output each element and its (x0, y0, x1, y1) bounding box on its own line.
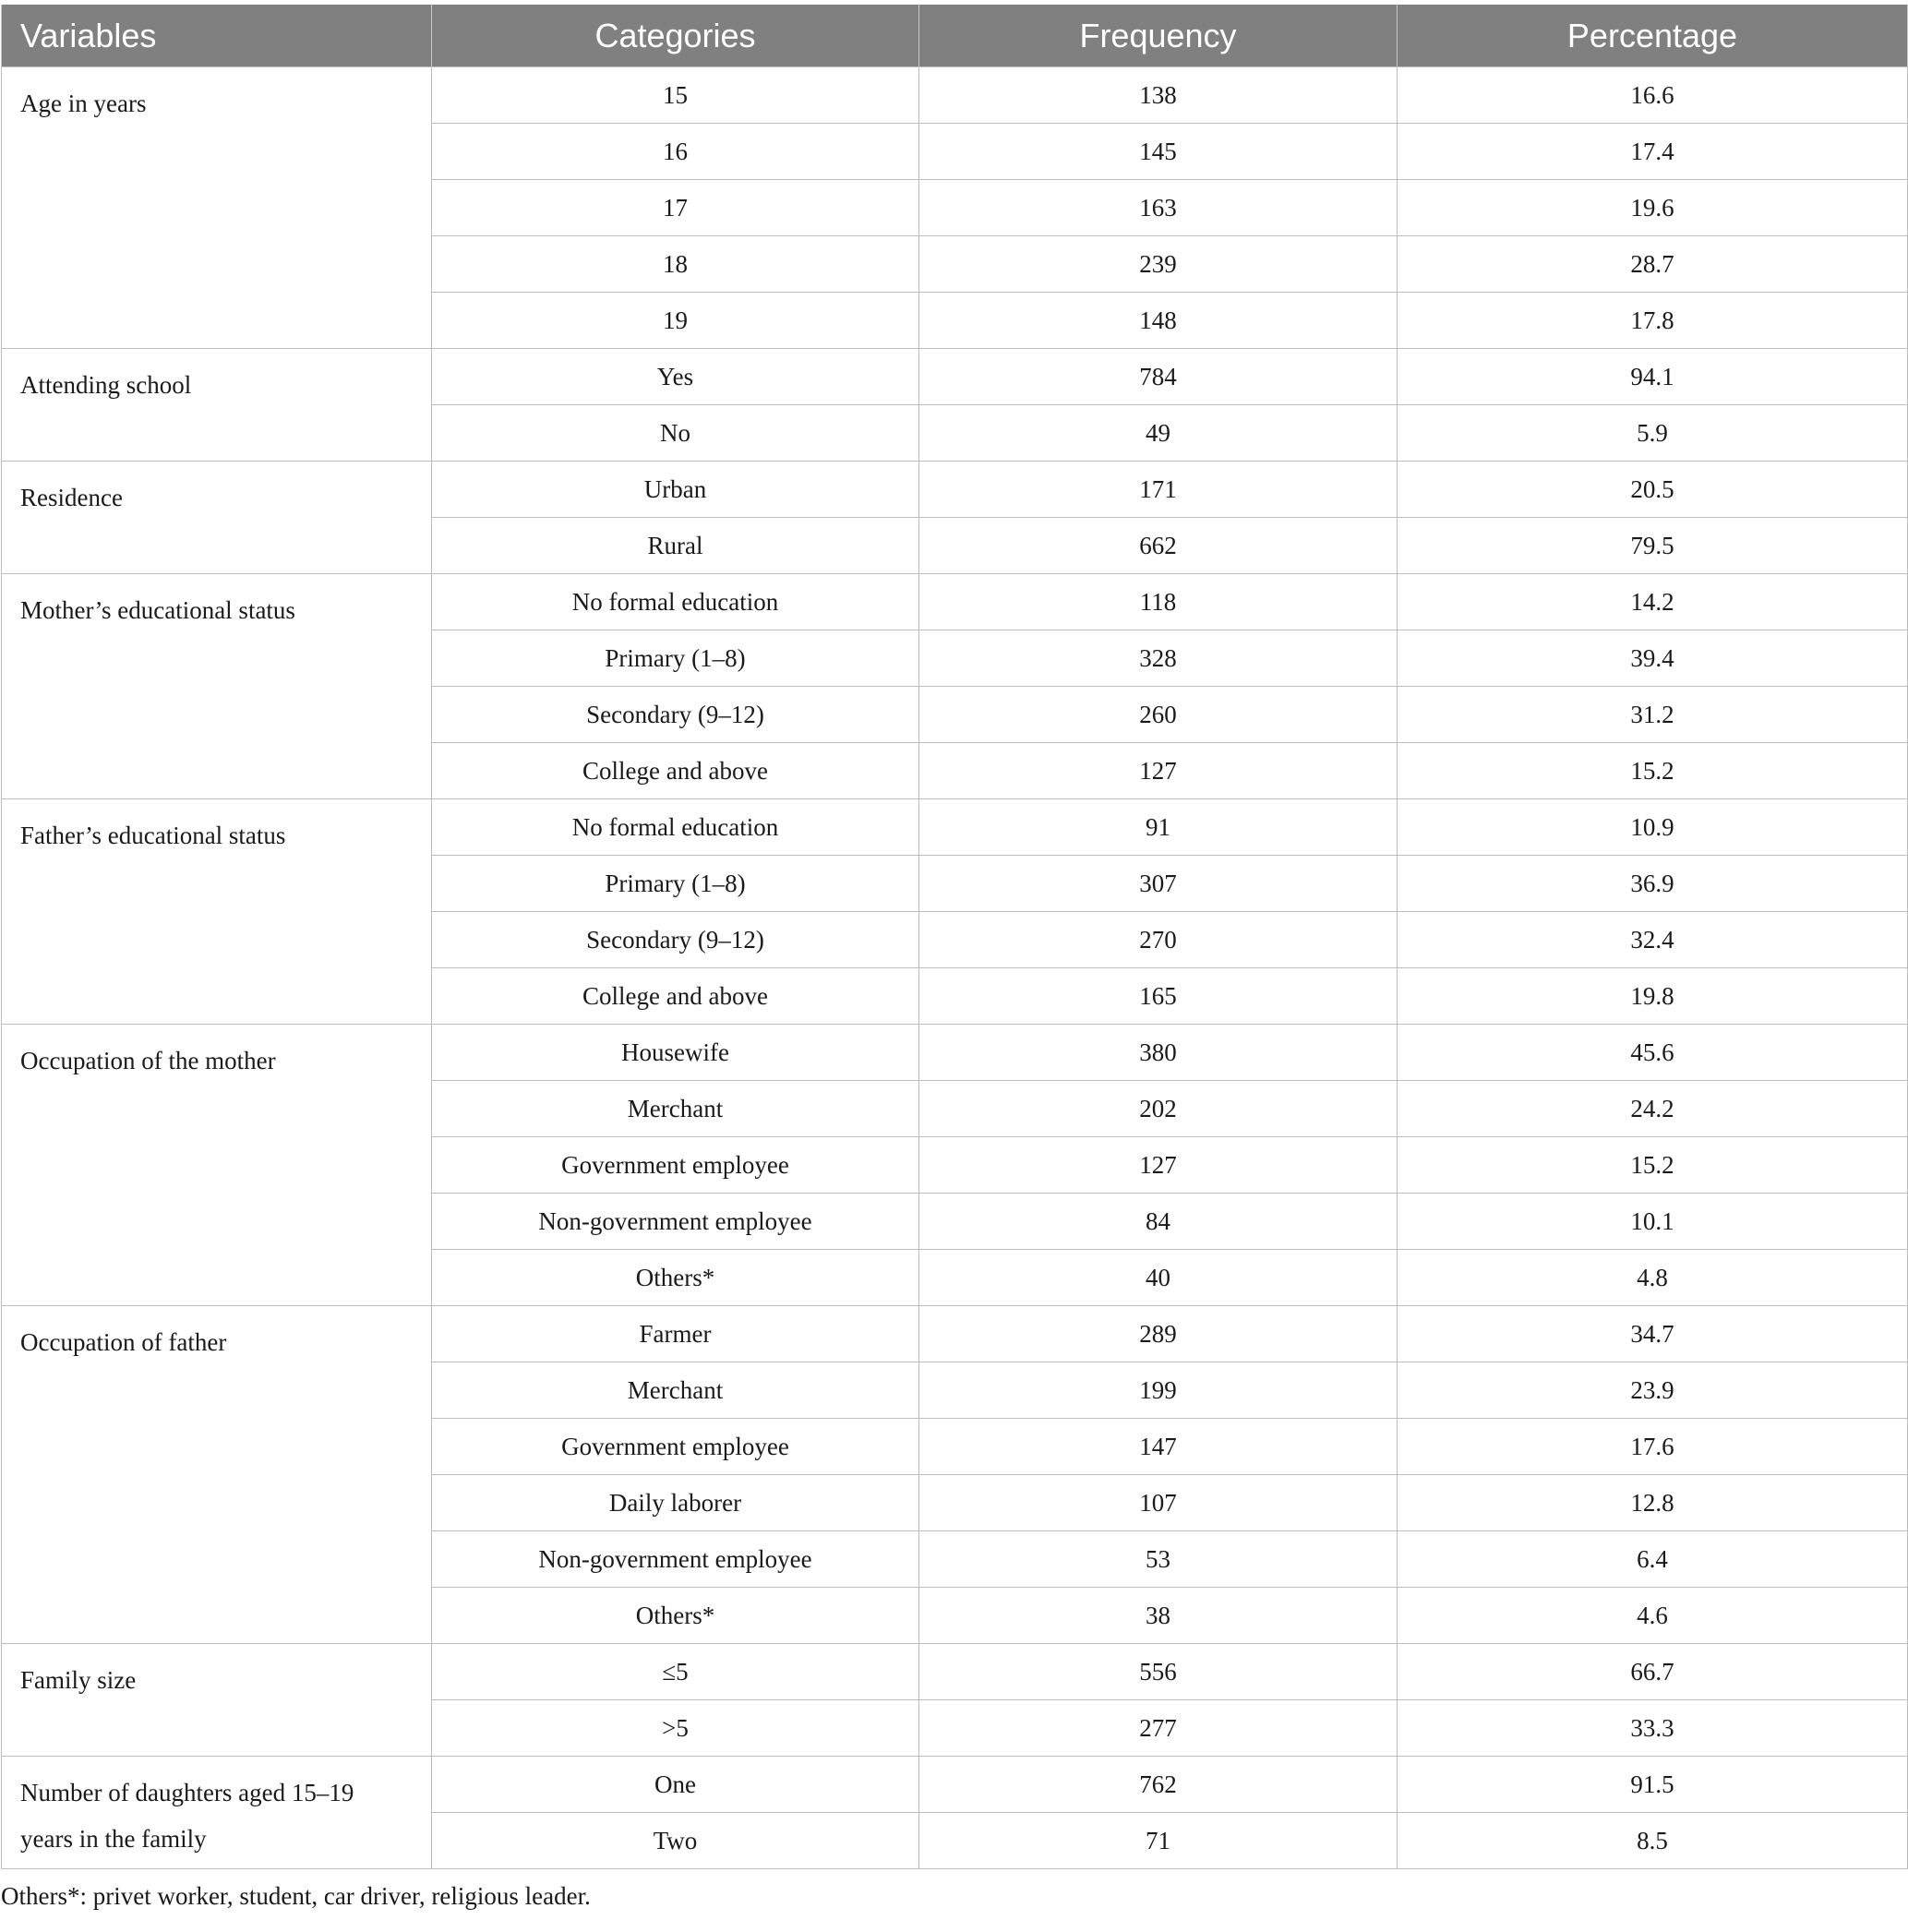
variable-cell: Residence (2, 462, 432, 574)
variable-cell: Occupation of father (2, 1306, 432, 1644)
percentage-cell: 15.2 (1398, 743, 1908, 799)
frequency-cell: 127 (919, 743, 1398, 799)
frequency-cell: 762 (919, 1757, 1398, 1813)
document-page (0, 5, 1908, 1911)
table-row (2, 1025, 1908, 1081)
percentage-cell: 94.1 (1398, 349, 1908, 405)
table-row (2, 799, 1908, 856)
category-cell: Yes (432, 349, 919, 405)
percentage-cell: 17.6 (1398, 1419, 1908, 1475)
percentage-cell: 4.6 (1398, 1588, 1908, 1644)
percentage-cell: 32.4 (1398, 912, 1908, 968)
percentage-cell: 20.5 (1398, 462, 1908, 518)
percentage-cell: 10.1 (1398, 1194, 1908, 1250)
category-cell: 15 (432, 67, 919, 124)
category-cell: Others* (432, 1250, 919, 1306)
percentage-cell: 19.6 (1398, 180, 1908, 236)
table-row (2, 1757, 1908, 1813)
variable-cell: Occupation of the mother (2, 1025, 432, 1306)
category-cell: 17 (432, 180, 919, 236)
frequency-table (1, 5, 1908, 1869)
table-footnote: Others*: privet worker, student, car driver, religious leader. (1, 1882, 591, 1910)
percentage-cell: 66.7 (1398, 1644, 1908, 1700)
frequency-cell: 307 (919, 856, 1398, 912)
percentage-cell: 23.9 (1398, 1362, 1908, 1419)
frequency-cell: 38 (919, 1588, 1398, 1644)
category-cell: 16 (432, 124, 919, 180)
frequency-cell: 40 (919, 1250, 1398, 1306)
category-cell: One (432, 1757, 919, 1813)
percentage-cell: 14.2 (1398, 574, 1908, 630)
percentage-cell: 24.2 (1398, 1081, 1908, 1137)
frequency-cell: 556 (919, 1644, 1398, 1700)
percentage-cell: 16.6 (1398, 67, 1908, 124)
percentage-cell: 5.9 (1398, 405, 1908, 462)
category-cell: No formal education (432, 799, 919, 856)
frequency-cell: 289 (919, 1306, 1398, 1362)
percentage-cell: 79.5 (1398, 518, 1908, 574)
table-row (2, 67, 1908, 124)
percentage-cell: 45.6 (1398, 1025, 1908, 1081)
frequency-cell: 49 (919, 405, 1398, 462)
category-cell: 18 (432, 236, 919, 293)
percentage-cell: 28.7 (1398, 236, 1908, 293)
frequency-cell: 91 (919, 799, 1398, 856)
table-row (2, 1306, 1908, 1362)
category-cell: Merchant (432, 1362, 919, 1419)
percentage-cell: 91.5 (1398, 1757, 1908, 1813)
category-cell: Merchant (432, 1081, 919, 1137)
table-header (2, 5, 1908, 67)
percentage-cell: 15.2 (1398, 1137, 1908, 1194)
frequency-cell: 138 (919, 67, 1398, 124)
category-cell: College and above (432, 743, 919, 799)
variable-cell: Mother’s educational status (2, 574, 432, 799)
frequency-cell: 202 (919, 1081, 1398, 1137)
variable-cell: Number of daughters aged 15–19 years in the family (2, 1757, 432, 1869)
frequency-cell: 270 (919, 912, 1398, 968)
category-cell: Two (432, 1813, 919, 1869)
category-cell: No formal education (432, 574, 919, 630)
category-cell: >5 (432, 1700, 919, 1757)
table-row (2, 574, 1908, 630)
category-cell: ≤5 (432, 1644, 919, 1700)
table-body (2, 67, 1908, 1869)
percentage-cell: 36.9 (1398, 856, 1908, 912)
percentage-cell: 12.8 (1398, 1475, 1908, 1531)
frequency-cell: 328 (919, 630, 1398, 687)
percentage-cell: 34.7 (1398, 1306, 1908, 1362)
frequency-cell: 199 (919, 1362, 1398, 1419)
frequency-cell: 147 (919, 1419, 1398, 1475)
frequency-cell: 171 (919, 462, 1398, 518)
percentage-cell: 31.2 (1398, 687, 1908, 743)
header-frequency: Frequency (919, 5, 1398, 67)
percentage-cell: 8.5 (1398, 1813, 1908, 1869)
percentage-cell: 17.4 (1398, 124, 1908, 180)
category-cell: Non-government employee (432, 1194, 919, 1250)
frequency-cell: 71 (919, 1813, 1398, 1869)
category-cell: Government employee (432, 1137, 919, 1194)
frequency-cell: 165 (919, 968, 1398, 1025)
frequency-cell: 260 (919, 687, 1398, 743)
category-cell: Daily laborer (432, 1475, 919, 1531)
table-row (2, 1644, 1908, 1700)
category-cell: Government employee (432, 1419, 919, 1475)
variable-cell: Attending school (2, 349, 432, 462)
header-variables: Variables (2, 5, 432, 67)
percentage-cell: 19.8 (1398, 968, 1908, 1025)
percentage-cell: 39.4 (1398, 630, 1908, 687)
variable-cell: Age in years (2, 67, 432, 349)
frequency-cell: 53 (919, 1531, 1398, 1588)
frequency-cell: 84 (919, 1194, 1398, 1250)
frequency-cell: 163 (919, 180, 1398, 236)
variable-cell: Father’s educational status (2, 799, 432, 1025)
category-cell: No (432, 405, 919, 462)
category-cell: Housewife (432, 1025, 919, 1081)
frequency-cell: 277 (919, 1700, 1398, 1757)
frequency-cell: 127 (919, 1137, 1398, 1194)
percentage-cell: 17.8 (1398, 293, 1908, 349)
category-cell: Farmer (432, 1306, 919, 1362)
category-cell: Primary (1–8) (432, 630, 919, 687)
header-percentage: Percentage (1398, 5, 1908, 67)
variable-cell: Family size (2, 1644, 432, 1757)
header-categories: Categories (432, 5, 919, 67)
frequency-cell: 239 (919, 236, 1398, 293)
category-cell: Urban (432, 462, 919, 518)
percentage-cell: 6.4 (1398, 1531, 1908, 1588)
frequency-cell: 784 (919, 349, 1398, 405)
category-cell: Non-government employee (432, 1531, 919, 1588)
frequency-cell: 380 (919, 1025, 1398, 1081)
category-cell: 19 (432, 293, 919, 349)
frequency-cell: 118 (919, 574, 1398, 630)
category-cell: Secondary (9–12) (432, 687, 919, 743)
frequency-cell: 662 (919, 518, 1398, 574)
category-cell: College and above (432, 968, 919, 1025)
header-row (2, 5, 1908, 67)
category-cell: Others* (432, 1588, 919, 1644)
table-row (2, 349, 1908, 405)
category-cell: Secondary (9–12) (432, 912, 919, 968)
category-cell: Primary (1–8) (432, 856, 919, 912)
percentage-cell: 33.3 (1398, 1700, 1908, 1757)
percentage-cell: 10.9 (1398, 799, 1908, 856)
frequency-cell: 148 (919, 293, 1398, 349)
frequency-cell: 145 (919, 124, 1398, 180)
frequency-cell: 107 (919, 1475, 1398, 1531)
percentage-cell: 4.8 (1398, 1250, 1908, 1306)
category-cell: Rural (432, 518, 919, 574)
table-row (2, 462, 1908, 518)
